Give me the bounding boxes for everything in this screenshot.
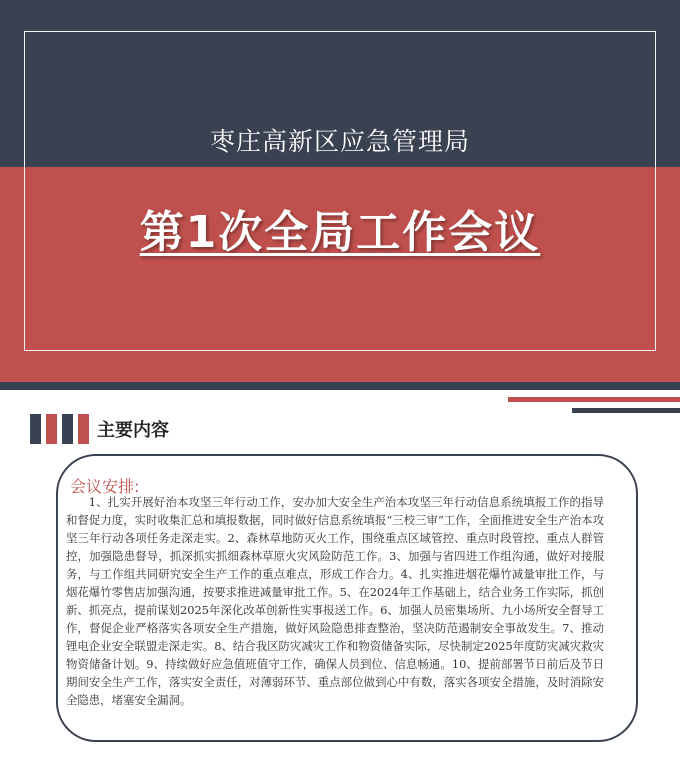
page-title: 第1次全局工作会议 <box>139 207 541 258</box>
content-label: 会议安排: <box>70 477 140 496</box>
decor-line-red <box>508 397 680 402</box>
header-frame <box>24 31 656 351</box>
content-body: 1、扎实开展好治本攻坚三年行动工作，安办加大安全生产治本攻坚三年行动信息系统填报工作的指导和督促力度，实时收集汇总和填报数据，同时做好信息系统填报“三校三审”工作，全面推进安全生产治本攻坚三年行动各项任务走深走实。2、森林草地防灭火工作，围绕重点区域管控、重点时段管控、重点人群管控，加强隐患督导，抓深抓实抓细森林草原火灾风险防范工作。3、加强与省四进工作组沟通，做好对接服务，与工作组共同研究安全生产工作的重点难点，形成工作合力。4、扎实推进烟花爆竹减量审批工作，与烟花爆竹零售店加强沟通，按要求推进减量审批工作。5、在2024年工作基础上，结合业务工作实际，抓创新、抓亮点，提前谋划2025年深化改革创新性实事报送工作。6、加强人员密集场所、九小场所安全督导工作，督促企业严格落实各项安全生产措施，做好风险隐患排查整治，坚决防范遏制安全事故发生。7、推动锂电企业安全联盟走深走实。8、结合我区防灾减灾工作和物资储备实际，尽快制定2025年度防灾减灾救灾物资储备计划。9、持续做好应急值班值守工作，确保人员到位、信息畅通。10、提前部署节日前后及节日期间安全生产工作，落实安全责任，对薄弱环节、重点部位做到心中有数，落实各项安全措施，及时消除安全隐患，堵塞安全漏洞。 <box>66 495 604 707</box>
page-title-wrapper <box>0 196 680 260</box>
section-bar-4 <box>78 414 89 444</box>
organization-name: 枣庄高新区应急管理局 <box>209 127 470 156</box>
section-bar-3 <box>62 414 73 444</box>
divider-strip <box>0 382 680 390</box>
section-title: 主要内容 <box>97 420 169 441</box>
decor-line-dark <box>572 408 680 413</box>
section-bar-2 <box>46 414 57 444</box>
section-bar-1 <box>30 414 41 444</box>
